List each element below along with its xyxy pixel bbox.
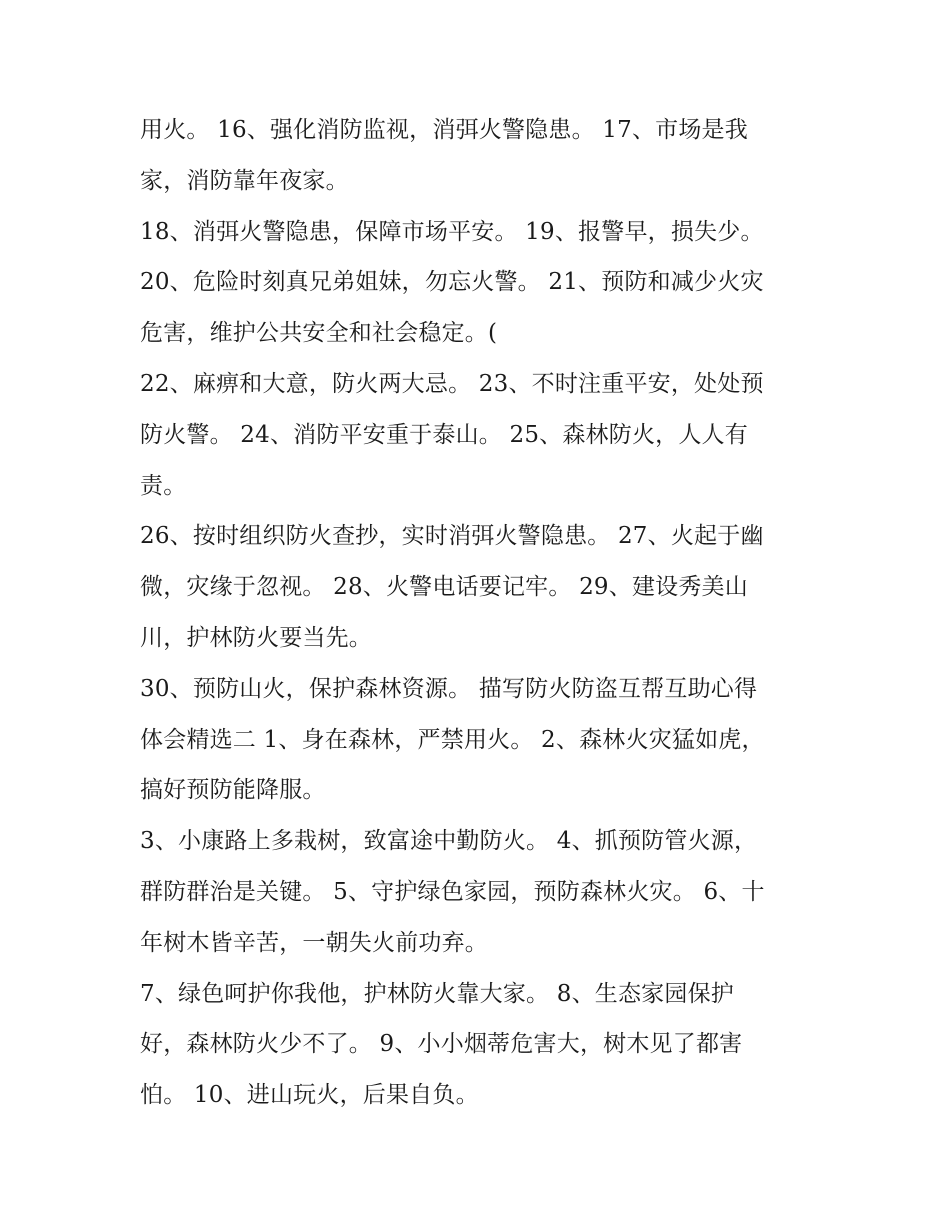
text-line: 用火。 16、强化消防监视，消弭火警隐患。 17、市场是我: [140, 117, 748, 143]
document-page: [140, 105, 820, 1121]
text-line: 群防群治是关键。 5、守护绿色家园，预防森林火灾。 6、十: [140, 878, 765, 905]
text-line: 18、消弭火警隐患，保障市场平安。 19、报警早，损失少。: [140, 218, 764, 245]
text-line: 好，森林防火少不了。 9、小小烟蒂危害大，树木见了都害: [140, 1031, 743, 1058]
text-line: 家，消防靠年夜家。: [140, 167, 349, 194]
text-line: 危害，维护公共安全和社会稳定。(: [140, 320, 498, 347]
text-line: 30、预防山火，保护森林资源。 描写防火防盗互帮互助心得: [140, 675, 758, 702]
text-line: 搞好预防能降服。: [140, 777, 326, 804]
text-line: 7、绿色呵护你我他，护林防火靠大家。 8、生态家园保护: [140, 980, 734, 1007]
text-line: 体会精选二 1、身在森林，严禁用火。 2、森林火灾猛如虎，: [140, 726, 765, 753]
text-line: 3、小康路上多栽树，致富途中勤防火。 4、抓预防管火源，: [140, 828, 758, 855]
text-line: 22、麻痹和大意，防火两大忌。 23、不时注重平安，处处预: [140, 370, 764, 397]
text-line: 责。: [140, 472, 187, 499]
text-line: 怕。 10、进山玩火，后果自负。: [140, 1082, 479, 1109]
text-line: 微，灾缘于忽视。 28、火警电话要记牢。 29、建设秀美山: [140, 574, 748, 601]
text-line: 年树木皆辛苦，一朝失火前功弃。: [140, 929, 488, 956]
text-line: 防火警。 24、消防平安重于泰山。 25、森林防火，人人有: [140, 421, 748, 448]
text-line: 26、按时组织防火查抄，实时消弭火警隐患。 27、火起于幽: [140, 523, 764, 550]
text-line: 川，护林防火要当先。: [140, 624, 372, 651]
text-line: 20、危险时刻真兄弟姐妹，勿忘火警。 21、预防和减少火灾: [140, 269, 764, 296]
